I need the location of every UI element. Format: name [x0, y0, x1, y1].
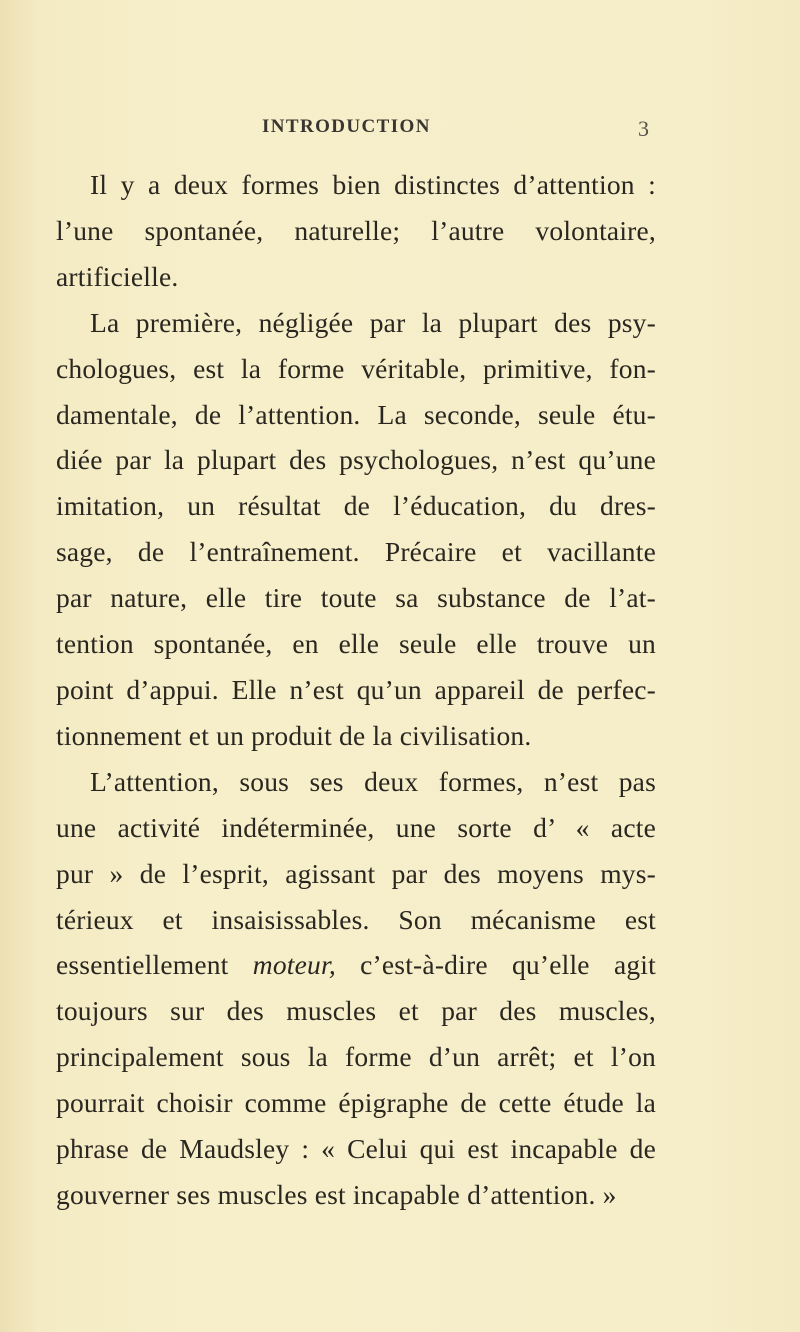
text-line: toujours sur des muscles et par des muscles,: [56, 995, 656, 1027]
text-line: diée par la plupart des psychologues, n’est qu’une: [56, 444, 656, 476]
paragraph-2: [56, 300, 656, 759]
text-line: chologues, est la forme véritable, primitive, fon-: [56, 352, 656, 384]
text-line: principalement sous la forme d’un arrêt; et l’on: [56, 1041, 656, 1073]
text-line-emphasis: [56, 942, 656, 988]
text-line: damentale, de l’attention. La seconde, seule étu-: [56, 398, 656, 430]
text-line: sage, de l’entraînement. Précaire et vacillante: [56, 536, 656, 568]
text-line: tionnement et un produit de la civilisation.: [56, 719, 532, 751]
text-line: artificielle.: [56, 260, 179, 292]
text-line: Il y a deux formes bien distinctes d’attention :: [90, 169, 656, 200]
em-prefix: essentiellement: [56, 949, 253, 981]
page-number: 3: [638, 116, 649, 141]
em-suffix: c’est-à-dire qu’elle agit: [335, 949, 656, 981]
text-line: pourrait choisir comme épigraphe de cette étude la: [56, 1087, 656, 1119]
text-line: L’attention, sous ses deux formes, n’est pas: [90, 765, 656, 797]
text-line: point d’appui. Elle n’est qu’un appareil de perfec-: [56, 673, 656, 705]
emphasized-word: moteur,: [252, 949, 336, 981]
text-line: tention spontanée, en elle seule elle trouve un: [56, 628, 656, 660]
text-line: par nature, elle tire toute sa substance de l’at-: [56, 582, 656, 614]
page-header: [0, 116, 800, 146]
body-text: [56, 162, 656, 1218]
paragraph-3: [56, 759, 656, 1218]
paragraph-1: [56, 162, 656, 300]
running-title: INTRODUCTION: [262, 116, 431, 137]
text-line: imitation, un résultat de l’éducation, du dres-: [56, 490, 656, 522]
text-line: l’une spontanée, naturelle; l’autre volontaire,: [56, 214, 656, 246]
text-line: térieux et insaisissables. Son mécanisme est: [56, 903, 656, 935]
text-line: La première, négligée par la plupart des psy-: [90, 306, 656, 338]
text-line: une activité indéterminée, une sorte d’ « acte: [56, 811, 656, 843]
text-line: pur » de l’esprit, agissant par des moyens mys-: [56, 857, 656, 889]
text-line: gouverner ses muscles est incapable d’attention. »: [56, 1178, 617, 1210]
text-line: phrase de Maudsley : « Celui qui est incapable de: [56, 1133, 656, 1165]
